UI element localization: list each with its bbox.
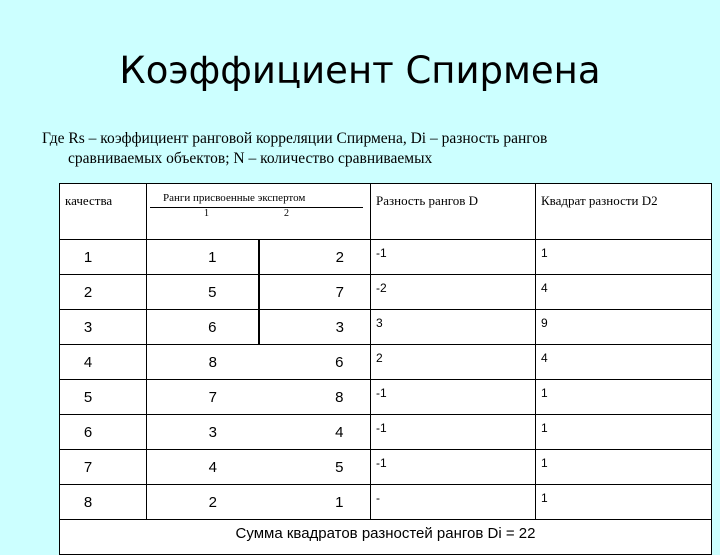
- table-header-row: [60, 184, 712, 240]
- table-row: [60, 240, 712, 275]
- table-row: [60, 345, 712, 380]
- cell-diff-squared: 4: [536, 345, 712, 380]
- header-rank-2: 2: [284, 208, 289, 219]
- header-quality: качества: [60, 184, 147, 240]
- table-row: [60, 415, 712, 450]
- table-row: [60, 310, 712, 345]
- table-row: [60, 450, 712, 485]
- cell-quality: 6: [60, 415, 147, 450]
- cell-diff: -2: [371, 275, 536, 310]
- cell-rank-2: 5: [259, 450, 371, 485]
- cell-rank-2: 6: [259, 345, 371, 380]
- cell-rank-1: 7: [147, 380, 259, 415]
- header-diff-squared: Квадрат разности D2: [536, 184, 712, 240]
- cell-quality: 2: [60, 275, 147, 310]
- cell-quality: 7: [60, 450, 147, 485]
- description-line-1: Где Rs – коэффициент ранговой корреляции Спирмена, Di – разность рангов: [42, 130, 548, 147]
- cell-diff: -1: [371, 450, 536, 485]
- description-text: [42, 129, 682, 169]
- header-rank-1: 1: [204, 208, 209, 219]
- table-row: [60, 275, 712, 310]
- slide-title: Коэффициент Спирмена: [119, 49, 601, 92]
- cell-quality: 3: [60, 310, 147, 345]
- cell-diff-squared: 4: [536, 275, 712, 310]
- cell-rank-2: 4: [259, 415, 371, 450]
- cell-rank-1: 5: [147, 275, 259, 310]
- cell-rank-2: 7: [259, 275, 371, 310]
- header-ranks: [147, 184, 371, 240]
- cell-diff-squared: 9: [536, 310, 712, 345]
- cell-quality: 5: [60, 380, 147, 415]
- table-row: [60, 485, 712, 520]
- cell-rank-1: 4: [147, 450, 259, 485]
- description-line-2: сравниваемых объектов; N – количество сравниваемых: [68, 150, 433, 167]
- cell-diff: 2: [371, 345, 536, 380]
- sum-row: [60, 520, 712, 555]
- cell-diff: -: [371, 485, 536, 520]
- cell-diff: -1: [371, 415, 536, 450]
- table-row: [60, 380, 712, 415]
- cell-rank-2: 8: [259, 380, 371, 415]
- ranks-table: [59, 183, 712, 555]
- cell-rank-1: 6: [147, 310, 259, 345]
- cell-quality: 1: [60, 240, 147, 275]
- cell-rank-2: 1: [259, 485, 371, 520]
- header-diff: Разность рангов D: [371, 184, 536, 240]
- cell-rank-1: 1: [147, 240, 259, 275]
- cell-diff-squared: 1: [536, 240, 712, 275]
- cell-rank-2: 3: [259, 310, 371, 345]
- cell-rank-2: 2: [259, 240, 371, 275]
- cell-quality: 8: [60, 485, 147, 520]
- cell-diff-squared: 1: [536, 450, 712, 485]
- cell-rank-1: 3: [147, 415, 259, 450]
- cell-rank-1: 8: [147, 345, 259, 380]
- header-ranks-divider: [150, 207, 363, 208]
- cell-quality: 4: [60, 345, 147, 380]
- sum-text: Сумма квадратов разностей рангов Di = 22: [60, 520, 712, 555]
- cell-diff-squared: 1: [536, 380, 712, 415]
- cell-diff: -1: [371, 380, 536, 415]
- header-ranks-label: Ранги присвоенные экспертом: [163, 192, 306, 204]
- cell-diff-squared: 1: [536, 485, 712, 520]
- cell-diff: -1: [371, 240, 536, 275]
- cell-diff-squared: 1: [536, 415, 712, 450]
- cell-rank-1: 2: [147, 485, 259, 520]
- cell-diff: 3: [371, 310, 536, 345]
